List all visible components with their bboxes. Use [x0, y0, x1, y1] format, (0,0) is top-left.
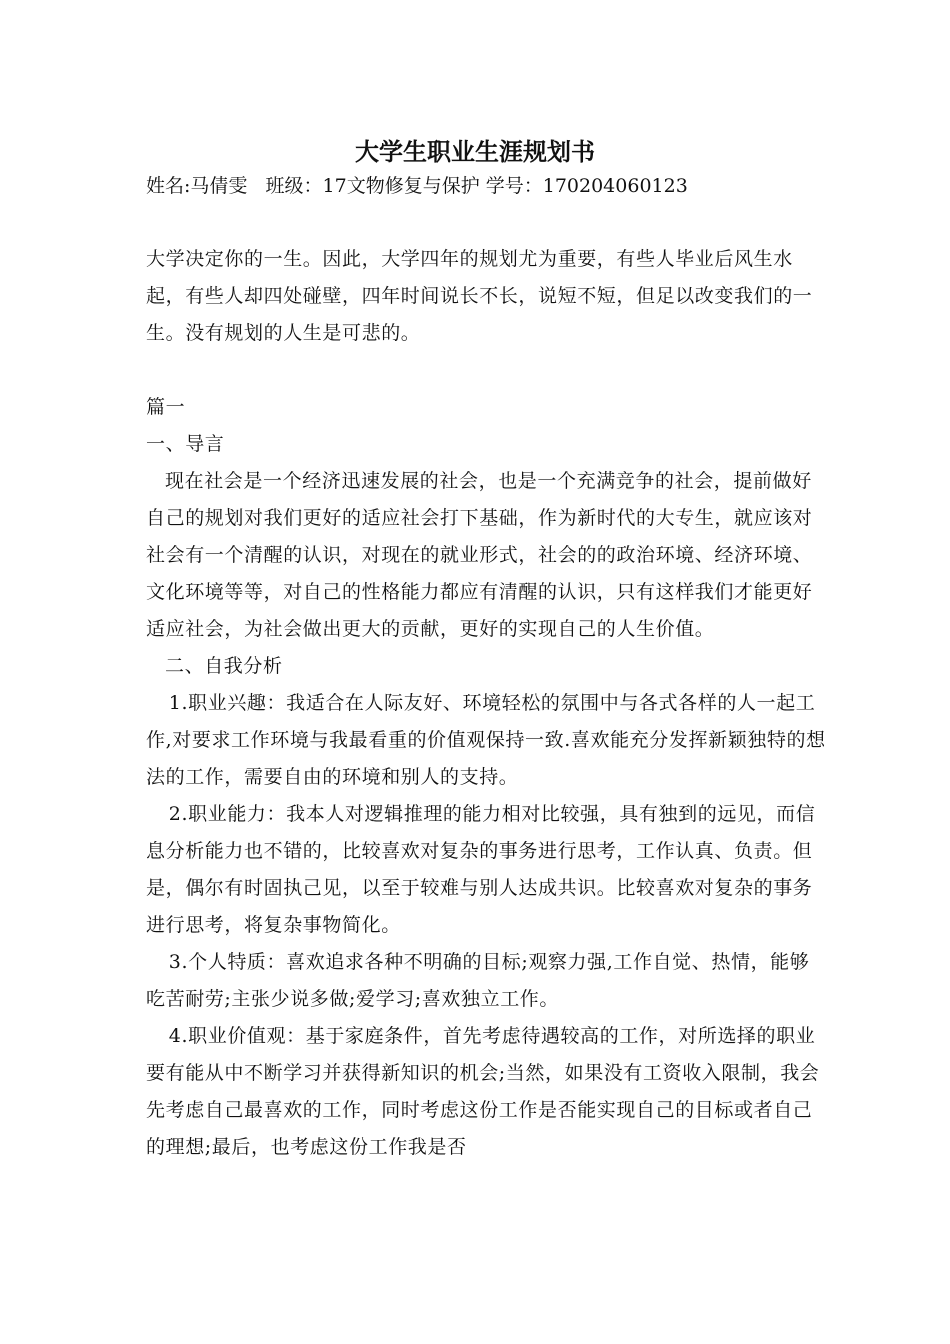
intro-paragraph: 大学决定你的一生。因此，大学四年的规划尤为重要，有些人毕业后风生水起，有些人却四处碰壁，四年时间说长不长，说短不短，但足以改变我们的一生。没有规划的人生是可悲的。 [146, 248, 813, 344]
document-title: 大学生职业生涯规划书 [355, 138, 595, 166]
spacer [146, 352, 826, 389]
part-label: 篇一 [146, 396, 186, 418]
self-analysis-item-interest: 1.职业兴趣：我适合在人际友好、环境轻松的氛围中与各式各样的人一起工作,对要求工作环境与我最看重的价值观保持一致.喜欢能充分发挥新颖独特的想法的工作，需要自由的环境和别人的支持。 [146, 692, 826, 788]
section-intro-paragraph: 现在社会是一个经济迅速发展的社会，也是一个充满竞争的社会，提前做好自己的规划对我们更好的适应社会打下基础，作为新时代的大专生，就应该对社会有一个清醒的认识，对现在的就业形式，社会的的政治环境、经济环境、文化环境等等，对自己的性格能力都应有清醒的认识，只有这样我们才能更好适应社会，为社会做出更大的贡献，更好的实现自己的人生价值。 [146, 470, 813, 640]
self-analysis-item-ability: 2.职业能力：我本人对逻辑推理的能力相对比较强，具有独到的远见，而信息分析能力也不错的，比较喜欢对复杂的事务进行思考，工作认真、负责。但是，偶尔有时固执己见，以至于较难与别人达成共识。比较喜欢对复杂的事务进行思考，将复杂事物简化。 [146, 803, 816, 936]
section-heading-intro: 一、导言 [146, 433, 225, 455]
self-analysis-item-values: 4.职业价值观：基于家庭条件，首先考虑待遇较高的工作，对所选择的职业要有能从中不断学习并获得新知识的机会;当然，如果没有工资收入限制，我会先考虑自己最喜欢的工作，同时考虑这份工作是否能实现自己的目标或者自己的理想;最后，也考虑这份工作我是否 [146, 1025, 820, 1158]
self-analysis-item-traits: 3.个人特质：喜欢追求各种不明确的目标;观察力强,工作自觉、热情，能够吃苦耐劳;主张少说多做;爱学习;喜欢独立工作。 [146, 951, 810, 1010]
document-body [146, 241, 826, 1166]
section-heading-self-analysis: 二、自我分析 [165, 655, 283, 677]
student-info: 姓名:马倩雯 班级：17文物修复与保护 学号：170204060123 [146, 175, 688, 197]
